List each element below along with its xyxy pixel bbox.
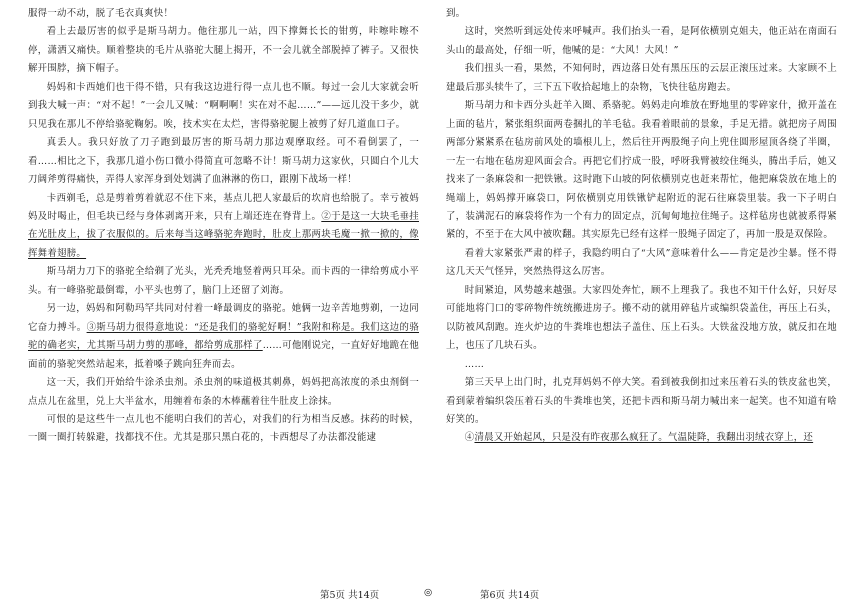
text-segment: 另一边，妈妈和阿勒玛罕共同对付着一峰最调皮的骆驼。她俩一边辛苦地剪剃，一边同它奋力搏斗。 (28, 303, 419, 333)
paragraph (28, 411, 419, 448)
paragraph (446, 97, 837, 245)
text-segment: ……可他刚说完，一直好好地跪在他面前的骆驼突然站起来，抵着嗓子跳向狂奔而去。 (28, 340, 419, 370)
text-segment: 可恨的是这些牛一点儿也不能明白我们的苦心，对我们的行为相当反感。抹药的时候，一圈一圈打转躲避，找都找不住。尤其是那只黑白花的，卡西想尽了办法都没能逮 (28, 413, 419, 444)
right-page (446, 0, 837, 583)
paragraph (28, 134, 419, 189)
paragraph (446, 374, 837, 429)
paragraph (28, 190, 419, 264)
paragraph (28, 23, 419, 78)
paragraph (28, 300, 419, 374)
text-segment: 卡西剃毛，总是剪着剪着就忍不住下来，基点儿把人家最后的坎肩也给脱了。幸亏被妈妈及时喝止，但毛块已经与身体剥离开来，只有上端还连在脊背上。 (28, 192, 419, 222)
page-footer (0, 584, 860, 604)
text-segment: 到。 (446, 8, 466, 19)
text-segment: 妈妈和卡西她们也干得不错，只有我这边进行得一点儿也不顺。每过一会儿大家就会听到我大喊一声：“对不起！”一会儿又喊：“啊啊啊！实在对不起……”——远儿没干多少，就只见我在那儿不停给骆驼鞠躬。唉，技术实在太烂，害得骆驼腿上被剪了好几道血口子。 (28, 81, 419, 130)
text-segment: ④ (464, 432, 475, 444)
text-segment: 斯马胡力刀下的骆驼全给剃了光头，光秃秃地竖着两只耳朵。而卡西的一律给剪成小平头。有一峰骆驼最倒霉，小平头也剪了，脑门上还留了刘海。 (28, 266, 419, 296)
text-segment: 真丢人。我只好放了刀子跑到最厉害的斯马胡力那边观摩取经。可不看倒罢了，一看……相比之下，我那几道小伤口微小得简直可忽略不计！斯马胡力这家伙，只圆白个儿大刀阔斧剪得痛快，弄得人家浑身到处划满了血淋淋的伤口，跟刚下战场一样！ (28, 137, 419, 186)
paragraph (446, 245, 837, 282)
paragraph (446, 23, 837, 60)
text-segment: 斯马胡力和卡西分头赶羊入圈、系骆驼。妈妈走向堆放在野地里的零碎家什，掀开盖在上面的毡片，紧张组织面两卷捆扎的羊毛毡。我看着眼前的景象，手足无措。就把房子周围两部分紧紧系在毡房前风处的墙根儿上，然后往开两股绳子向上兜住圆形屋顶各绕了半圈，一左一右地在毡房迎风面会合。再把它们拧成一股，呼呀我臂被绞住绳头，腾出手后，她又找来了一条麻袋和一把铁锹。这时跑下山坡的阿依横别克也赶来帮忙，他把麻袋放在地上的绳端上，妈妈撑开麻袋口，阿依横别克用铁锹铲起附近的泥石往麻袋里装。我一下子明白了，装满泥石的麻袋将作为一个有力的固定点，沉甸甸地拉住绳子。这样毡房也就被系得紧紧的，不至于在大风中被吹翻。其实原先已经有这样一股绳子固定了，再加一股是双保险。 (446, 100, 837, 241)
text-segment: 第三天早上出门时，扎克拜妈妈不停大笑。看到被我倒扣过来压着石头的铁皮盆也笑，看到蒙着编织袋压着石头的牛粪堆也笑，还把卡西和斯马胡力喊出来一起笑。也不知道有啥好笑的。 (446, 377, 837, 425)
underlined-passage: ③斯马胡力很得意地说：“还是我们的骆驼好啊！”我附和称是。我们这边的骆驼的确老实，尤其斯马胡力剪的那峰，都给剪成那样了 (28, 321, 419, 352)
paragraph (28, 79, 419, 134)
text-segment: 我们扭头一看，果然，不知何时，西边落日处有黑压压的云层正滚压过来。大家顾不上建最后那头犊牛了，三下五下收拾起地上的杂物，飞快往毡房跑去。 (446, 63, 837, 93)
text-segment: …… (464, 358, 485, 370)
paragraph (446, 282, 837, 356)
paragraph (446, 5, 837, 23)
underlined-passage: ②于是这一大块毛垂挂在光肚皮上，拔了衣服似的。后来每当这峰骆驼奔跑时，肚皮上那两块毛魔一掀一掀的，像挥舞着翅膀。 (28, 210, 419, 259)
paragraph (446, 356, 837, 374)
paragraph (446, 60, 837, 97)
text-segment: 这一天，我们开始给牛涂杀虫剂。杀虫剂的味道极其刺鼻，妈妈把高浓度的杀虫剂倒一点点儿在盆里，兑上大半盆水，用缠着布条的木棒蘸着往牛肚皮上涂抹。 (28, 377, 419, 407)
paragraph (28, 5, 419, 23)
text-segment: 这时，突然听到远处传来呼喊声。我们抬头一看，是阿依横别克姐夫，他正站在南面石头山的最高处，仔细一听，他喊的是：“大风！大风！” (446, 26, 837, 56)
page-number-left: 第5页 共14页 (320, 590, 380, 601)
paragraph (446, 429, 837, 447)
text-segment: 服得一动不动，脱了毛衣真爽快！ (28, 8, 174, 19)
paragraph (28, 374, 419, 411)
paragraph (28, 263, 419, 300)
text-segment: 看着大家紧张严肃的样子，我隐约明白了“大风”意味着什么——肯定是沙尘暴。怪不得这几天天气怪异，突然热得这么厉害。 (446, 247, 837, 278)
page-number-right: 第6页 共14页 (480, 590, 540, 601)
footer-mark: ◎ (424, 587, 433, 598)
underlined-passage: 清晨又开始起风，只是没有昨夜那么疯狂了。气温陡降，我翻出羽绒衣穿上，还 (474, 432, 814, 444)
text-segment: 时间紧迫，风势越来越强。大家四处奔忙，顾不上理我了。我也不知干什么好，只好尽可能地将门口的零碎物件统统搬进房子。搬不动的就用碎毡片或编织袋盖住，再压上石头，以防被风刮跑。连火炉边的牛粪堆也想法子盖住、压上石头。大铁盆没地方放，就反扣在地上，也压了几块石头。 (446, 284, 837, 352)
text-segment: 看上去最厉害的似乎是斯马胡力。他往那儿一站，四下撑舞长长的钳剪，咔嚓咔嚓不停，潇洒又痛快。顺着整块的毛片从骆驼大腿上揭开，不一会儿就全部脱掉了裤子。又很快解开围脖，摘下帽子。 (28, 26, 419, 75)
left-page (28, 0, 419, 583)
